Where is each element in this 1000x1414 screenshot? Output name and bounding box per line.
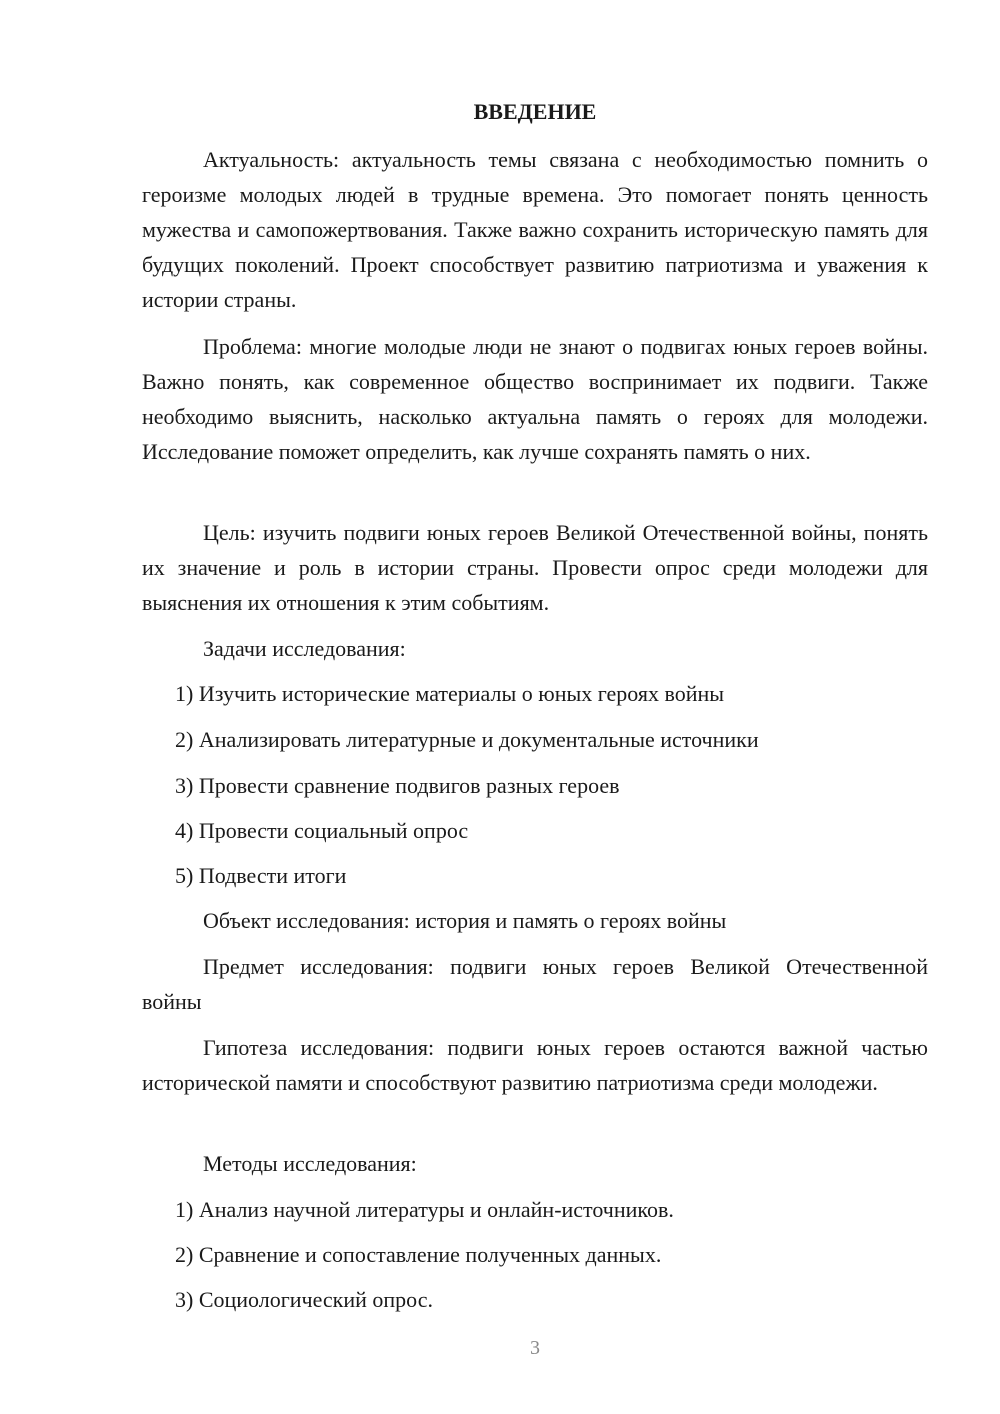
task-item: 3) Провести сравнение подвигов разных героев: [175, 773, 620, 798]
paragraph-relevance: Актуальность: актуальность темы связана с необходимостью помнить о героизме молодых людей в трудные времена. Это помогает понять ценность мужества и самопожертвования. Также важно сохранить историческую память для будущих поколений. Проект способствует развитию патриотизма и уважения к истории страны.: [142, 147, 928, 312]
task-item: 2) Анализировать литературные и документальные источники: [175, 727, 759, 752]
task-item: 4) Провести социальный опрос: [175, 818, 469, 843]
methods-title: Методы исследования:: [203, 1151, 417, 1176]
section-heading: ВВЕДЕНИЕ: [473, 99, 597, 124]
document-page: [142, 0, 928, 1414]
method-item: 1) Анализ научной литературы и онлайн-источников.: [175, 1197, 674, 1222]
paragraph-goal: Цель: изучить подвиги юных героев Великой Отечественной войны, понять их значение и роль в истории страны. Провести опрос среди молодежи для выяснения их отношения к этим событиям.: [142, 520, 928, 615]
method-item: 2) Сравнение и сопоставление полученных данных.: [175, 1242, 662, 1267]
task-item: 5) Подвести итоги: [175, 863, 347, 888]
page-number: 3: [530, 1337, 540, 1359]
paragraph-problem: Проблема: многие молодые люди не знают о подвигах юных героев войны. Важно понять, как современное общество воспринимает их подвиги. Также необходимо выяснить, насколько актуальна память о героях для молодежи. Исследование поможет определить, как лучше сохранять память о них.: [142, 334, 928, 464]
method-item: 3) Социологический опрос.: [175, 1287, 433, 1312]
research-object: Объект исследования: история и память о героях войны: [203, 908, 727, 933]
tasks-title: Задачи исследования:: [203, 636, 406, 661]
research-subject: Предмет исследования: подвиги юных героев Великой Отечественной войны: [142, 954, 928, 1014]
task-item: 1) Изучить исторические материалы о юных героях войны: [175, 681, 725, 706]
research-hypothesis: Гипотеза исследования: подвиги юных героев остаются важной частью исторической памяти и способствуют развитию патриотизма среди молодежи.: [142, 1035, 928, 1095]
